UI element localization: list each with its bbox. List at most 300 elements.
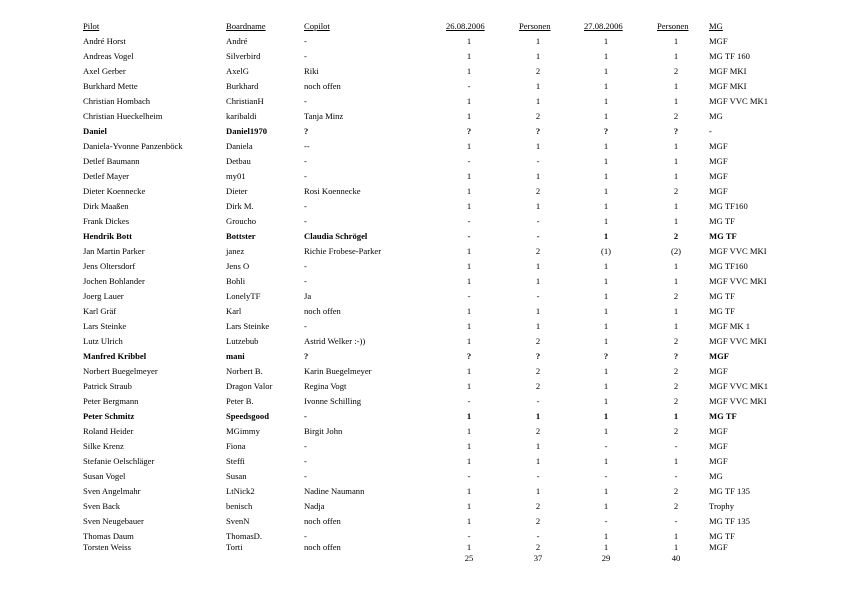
- board-name: Norbert B.: [226, 366, 263, 376]
- persons-2-value: 1: [673, 141, 679, 151]
- persons-2-value: 1: [673, 51, 679, 61]
- mg-model: -: [709, 126, 712, 136]
- mg-model: MGF VVC MKI: [709, 336, 767, 346]
- mg-model: MGF: [709, 351, 730, 361]
- header-boardname: Boardname: [226, 21, 266, 31]
- table-row: [0, 319, 842, 333]
- board-name: Bohli: [226, 276, 246, 286]
- date-2-value: 1: [603, 81, 609, 91]
- pilot-name: Torsten Weiss: [83, 542, 131, 552]
- mg-model: MGF: [709, 441, 728, 451]
- pilot-name: Dirk Maaßen: [83, 201, 129, 211]
- persons-2-value: 2: [673, 291, 679, 301]
- date-2-value: 1: [603, 411, 609, 421]
- table-row: [0, 379, 842, 393]
- copilot-name: -: [304, 321, 307, 331]
- date-1-value: 1: [466, 261, 472, 271]
- table-row: [0, 229, 842, 243]
- date-2-value: -: [604, 471, 608, 481]
- pilot-name: Thomas Daum: [83, 531, 134, 541]
- pilot-name: Peter Bergmann: [83, 396, 139, 406]
- board-name: AxelG: [226, 66, 249, 76]
- date-1-value: 1: [466, 141, 472, 151]
- persons-2-value: 1: [673, 96, 679, 106]
- persons-2-value: 2: [673, 501, 679, 511]
- copilot-name: Ja: [304, 291, 312, 301]
- table-row: [0, 364, 842, 378]
- mg-model: MG TF160: [709, 201, 748, 211]
- table-row: [0, 394, 842, 408]
- persons-2-value: 2: [673, 336, 679, 346]
- persons-2-value: 1: [673, 321, 679, 331]
- pilot-name: Detlef Baumann: [83, 156, 140, 166]
- table-row: [0, 34, 842, 48]
- date-2-value: 1: [603, 336, 609, 346]
- copilot-name: Karin Buegelmeyer: [304, 366, 372, 376]
- date-1-value: -: [467, 81, 471, 91]
- header-row: [0, 19, 842, 33]
- board-name: Lutzebub: [226, 336, 259, 346]
- table-row: [0, 289, 842, 303]
- mg-model: MG TF: [709, 411, 737, 421]
- copilot-name: Claudia Schrögel: [304, 231, 368, 241]
- total-persons-1: 37: [533, 553, 543, 563]
- date-1-value: -: [467, 216, 471, 226]
- table-row: [0, 259, 842, 273]
- date-2-value: 1: [603, 261, 609, 271]
- table-row: [0, 109, 842, 123]
- persons-1-value: 2: [535, 516, 541, 526]
- mg-model: MGF VVC MKI: [709, 396, 767, 406]
- persons-1-value: -: [536, 471, 540, 481]
- date-1-value: -: [467, 231, 471, 241]
- persons-2-value: -: [674, 441, 678, 451]
- pilot-name: Daniel: [83, 126, 107, 136]
- table-row: [0, 514, 842, 528]
- date-2-value: 1: [603, 542, 609, 552]
- mg-model: MGF: [709, 456, 728, 466]
- pilot-name: Joerg Lauer: [83, 291, 124, 301]
- persons-2-value: 2: [673, 231, 679, 241]
- pilot-name: Lutz Ulrich: [83, 336, 123, 346]
- board-name: mani: [226, 351, 245, 361]
- persons-1-value: 1: [535, 81, 541, 91]
- pilot-name: Hendrik Bott: [83, 231, 132, 241]
- date-2-value: 1: [603, 96, 609, 106]
- table-row: [0, 454, 842, 468]
- pilot-name: Peter Schmitz: [83, 411, 135, 421]
- pilot-name: Frank Dickes: [83, 216, 130, 226]
- header-persons-1: Personen: [519, 21, 551, 31]
- mg-model: MGF: [709, 156, 728, 166]
- pilot-name: Axel Gerber: [83, 66, 126, 76]
- persons-1-value: 1: [535, 51, 541, 61]
- copilot-name: ?: [304, 126, 309, 136]
- persons-1-value: 1: [535, 96, 541, 106]
- date-1-value: 1: [466, 36, 472, 46]
- mg-model: MG TF: [709, 291, 735, 301]
- total-date-2: 29: [601, 553, 611, 563]
- persons-1-value: 1: [535, 261, 541, 271]
- mg-model: MGF: [709, 171, 728, 181]
- date-1-value: -: [467, 291, 471, 301]
- pilot-name: Daniela-Yvonne Panzenböck: [83, 141, 183, 151]
- persons-1-value: -: [536, 396, 540, 406]
- persons-2-value: 2: [673, 186, 679, 196]
- date-1-value: 1: [466, 426, 472, 436]
- persons-1-value: 1: [535, 276, 541, 286]
- board-name: Burkhard: [226, 81, 259, 91]
- copilot-name: -: [304, 456, 307, 466]
- board-name: LonelyTF: [226, 291, 261, 301]
- date-1-value: 1: [466, 306, 472, 316]
- date-2-value: (1): [600, 246, 612, 256]
- copilot-name: -: [304, 36, 307, 46]
- date-2-value: 1: [603, 381, 609, 391]
- mg-model: MGF MK 1: [709, 321, 751, 331]
- copilot-name: -: [304, 51, 307, 61]
- table-row: [0, 154, 842, 168]
- totals-row: [0, 551, 842, 565]
- persons-1-value: 2: [535, 111, 541, 121]
- date-1-value: -: [467, 156, 471, 166]
- mg-model: MGF: [709, 36, 728, 46]
- persons-1-value: 1: [535, 321, 541, 331]
- persons-2-value: 1: [673, 261, 679, 271]
- mg-model: MGF VVC MK1: [709, 381, 769, 391]
- table-row: [0, 49, 842, 63]
- date-1-value: 1: [466, 171, 472, 181]
- date-2-value: 1: [603, 426, 609, 436]
- mg-model: MG TF 135: [709, 486, 750, 496]
- persons-2-value: 1: [673, 201, 679, 211]
- pilot-name: Jens Oltersdorf: [83, 261, 136, 271]
- copilot-name: -: [304, 201, 307, 211]
- persons-2-value: 1: [673, 411, 679, 421]
- date-2-value: ?: [603, 126, 609, 136]
- date-2-value: 1: [603, 51, 609, 61]
- persons-1-value: 1: [535, 411, 541, 421]
- table-row: [0, 244, 842, 258]
- date-2-value: 1: [603, 36, 609, 46]
- persons-2-value: 1: [673, 216, 679, 226]
- pilot-name: Susan Vogel: [83, 471, 126, 481]
- date-1-value: ?: [466, 126, 472, 136]
- table-row: [0, 409, 842, 423]
- copilot-name: -: [304, 96, 307, 106]
- persons-1-value: -: [536, 231, 540, 241]
- mg-model: MG TF160: [709, 261, 748, 271]
- persons-1-value: -: [536, 216, 540, 226]
- date-2-value: 1: [603, 396, 609, 406]
- date-2-value: 1: [603, 456, 609, 466]
- copilot-name: noch offen: [304, 81, 341, 91]
- copilot-name: -: [304, 171, 307, 181]
- board-name: Silverbird: [226, 51, 261, 61]
- copilot-name: Nadja: [304, 501, 325, 511]
- table-row: [0, 484, 842, 498]
- date-1-value: 1: [466, 336, 472, 346]
- date-1-value: -: [467, 396, 471, 406]
- mg-model: MG TF: [709, 216, 735, 226]
- date-2-value: 1: [603, 201, 609, 211]
- pilot-name: Sven Neugebauer: [83, 516, 144, 526]
- pilot-name: Andreas Vogel: [83, 51, 134, 61]
- header-mg: MG: [709, 21, 723, 31]
- board-name: Torti: [226, 542, 243, 552]
- board-name: Steffi: [226, 456, 245, 466]
- pilot-name: André Horst: [83, 36, 126, 46]
- mg-model: Trophy: [709, 501, 734, 511]
- table-row: [0, 94, 842, 108]
- board-name: SvenN: [226, 516, 250, 526]
- persons-2-value: -: [674, 516, 678, 526]
- board-name: Dirk M.: [226, 201, 254, 211]
- copilot-name: -: [304, 156, 307, 166]
- date-2-value: 1: [603, 111, 609, 121]
- pilot-name: Lars Steinke: [83, 321, 127, 331]
- persons-1-value: 1: [535, 141, 541, 151]
- table-row: [0, 169, 842, 183]
- mg-model: MGF MKI: [709, 66, 747, 76]
- board-name: ChristianH: [226, 96, 264, 106]
- persons-2-value: 2: [673, 66, 679, 76]
- copilot-name: -: [304, 276, 307, 286]
- board-name: Daniela: [226, 141, 253, 151]
- date-2-value: 1: [603, 186, 609, 196]
- board-name: Susan: [226, 471, 247, 481]
- date-2-value: -: [604, 516, 608, 526]
- date-1-value: 1: [466, 542, 472, 552]
- board-name: janez: [226, 246, 245, 256]
- date-2-value: 1: [603, 141, 609, 151]
- date-2-value: 1: [603, 66, 609, 76]
- copilot-name: Rosi Koennecke: [304, 186, 361, 196]
- board-name: Detbau: [226, 156, 251, 166]
- persons-2-value: (2): [670, 246, 682, 256]
- persons-1-value: 2: [535, 246, 541, 256]
- pilot-name: Dieter Koennecke: [83, 186, 146, 196]
- table-row: [0, 349, 842, 363]
- pilot-name: Jochen Bohlander: [83, 276, 145, 286]
- pilot-name: Stefanie Oelschläger: [83, 456, 155, 466]
- date-2-value: 1: [603, 486, 609, 496]
- date-1-value: 1: [466, 66, 472, 76]
- date-2-value: 1: [603, 216, 609, 226]
- table-row: [0, 184, 842, 198]
- date-1-value: 1: [466, 516, 472, 526]
- persons-2-value: ?: [673, 351, 679, 361]
- pilot-name: Burkhard Mette: [83, 81, 138, 91]
- copilot-name: ?: [304, 351, 309, 361]
- date-2-value: -: [604, 441, 608, 451]
- persons-2-value: 2: [673, 381, 679, 391]
- persons-1-value: 1: [535, 36, 541, 46]
- mg-model: MGF: [709, 141, 728, 151]
- copilot-name: noch offen: [304, 542, 341, 552]
- header-pilot: Pilot: [83, 21, 100, 31]
- table-row: [0, 214, 842, 228]
- board-name: Peter B.: [226, 396, 254, 406]
- table-row: [0, 424, 842, 438]
- pilot-name: Roland Heider: [83, 426, 134, 436]
- mg-model: MGF: [709, 542, 728, 552]
- date-1-value: 1: [466, 201, 472, 211]
- date-1-value: 1: [466, 486, 472, 496]
- persons-1-value: 2: [535, 381, 541, 391]
- table-row: [0, 124, 842, 138]
- table-row: [0, 304, 842, 318]
- mg-model: MG TF: [709, 531, 735, 541]
- date-1-value: 1: [466, 381, 472, 391]
- table-row: [0, 439, 842, 453]
- table-row: [0, 79, 842, 93]
- mg-model: MG TF: [709, 231, 737, 241]
- copilot-name: -: [304, 441, 307, 451]
- persons-2-value: 2: [673, 486, 679, 496]
- persons-2-value: 1: [673, 306, 679, 316]
- header-persons-2: Personen: [657, 21, 689, 31]
- table-row: [0, 334, 842, 348]
- date-1-value: 1: [466, 276, 472, 286]
- board-name: karibaldi: [226, 111, 257, 121]
- copilot-name: -: [304, 261, 307, 271]
- date-1-value: 1: [466, 411, 472, 421]
- board-name: ThomasD.: [226, 531, 263, 541]
- persons-2-value: 2: [673, 396, 679, 406]
- persons-1-value: 2: [535, 426, 541, 436]
- total-persons-2: 40: [671, 553, 681, 563]
- board-name: Lars Steinke: [226, 321, 270, 331]
- board-name: MGimmy: [226, 426, 260, 436]
- pilot-name: Patrick Straub: [83, 381, 132, 391]
- persons-1-value: 1: [535, 306, 541, 316]
- copilot-name: Ivonne Schilling: [304, 396, 362, 406]
- mg-model: MGF MKI: [709, 81, 747, 91]
- board-name: benisch: [226, 501, 253, 511]
- persons-1-value: 2: [535, 542, 541, 552]
- mg-model: MGF: [709, 186, 728, 196]
- copilot-name: Birgit John: [304, 426, 343, 436]
- date-1-value: 1: [466, 366, 472, 376]
- board-name: André: [226, 36, 248, 46]
- table-row: [0, 64, 842, 78]
- date-1-value: 1: [466, 111, 472, 121]
- pilot-name: Christian Hombach: [83, 96, 151, 106]
- board-name: LtNick2: [226, 486, 255, 496]
- pilot-name: Sven Back: [83, 501, 120, 511]
- date-2-value: 1: [603, 291, 609, 301]
- pilot-name: Detlef Mayer: [83, 171, 130, 181]
- persons-1-value: 1: [535, 441, 541, 451]
- persons-2-value: -: [674, 471, 678, 481]
- copilot-name: Regina Vogt: [304, 381, 347, 391]
- mg-model: MGF VVC MKI: [709, 276, 767, 286]
- copilot-name: -: [304, 531, 307, 541]
- pilot-name: Norbert Buegelmeyer: [83, 366, 158, 376]
- persons-2-value: ?: [673, 126, 679, 136]
- board-name: Karl: [226, 306, 242, 316]
- mg-model: MG: [709, 111, 723, 121]
- date-1-value: ?: [466, 351, 472, 361]
- date-1-value: 1: [466, 51, 472, 61]
- board-name: Dieter: [226, 186, 248, 196]
- board-name: my01: [226, 171, 246, 181]
- mg-model: MG TF 160: [709, 51, 750, 61]
- persons-2-value: 1: [673, 81, 679, 91]
- persons-1-value: 2: [535, 501, 541, 511]
- board-name: Daniel1970: [226, 126, 268, 136]
- table-row: [0, 469, 842, 483]
- mg-model: MG TF 135: [709, 516, 750, 526]
- date-1-value: 1: [466, 186, 472, 196]
- pilot-name: Jan Martin Parker: [83, 246, 145, 256]
- copilot-name: noch offen: [304, 306, 341, 316]
- date-2-value: 1: [603, 156, 609, 166]
- board-name: Fiona: [226, 441, 246, 451]
- header-date-2: 27.08.2006: [584, 21, 623, 31]
- persons-2-value: 2: [673, 111, 679, 121]
- date-1-value: 1: [466, 321, 472, 331]
- board-name: Dragon Valor: [226, 381, 273, 391]
- board-name: Bottster: [226, 231, 256, 241]
- persons-2-value: 1: [673, 531, 679, 541]
- persons-2-value: 2: [673, 426, 679, 436]
- persons-2-value: 1: [673, 171, 679, 181]
- persons-1-value: -: [536, 156, 540, 166]
- mg-model: MG: [709, 471, 723, 481]
- date-2-value: 1: [603, 171, 609, 181]
- total-date-1: 25: [464, 553, 474, 563]
- board-name: Jens O: [226, 261, 250, 271]
- date-1-value: -: [467, 471, 471, 481]
- persons-2-value: 1: [673, 156, 679, 166]
- mg-model: MGF: [709, 426, 728, 436]
- persons-1-value: 1: [535, 201, 541, 211]
- date-2-value: 1: [603, 366, 609, 376]
- persons-2-value: 1: [673, 456, 679, 466]
- persons-2-value: 1: [673, 36, 679, 46]
- pilot-name: Sven Angelmahr: [83, 486, 141, 496]
- persons-1-value: 2: [535, 366, 541, 376]
- persons-1-value: 1: [535, 456, 541, 466]
- table-row: [0, 274, 842, 288]
- mg-model: MGF VVC MKI: [709, 246, 767, 256]
- copilot-name: -: [304, 411, 307, 421]
- copilot-name: noch offen: [304, 516, 341, 526]
- persons-1-value: ?: [535, 126, 541, 136]
- copilot-name: Tanja Minz: [304, 111, 344, 121]
- header-date-1: 26.08.2006: [446, 21, 485, 31]
- date-2-value: 1: [603, 306, 609, 316]
- pilot-name: Silke Krenz: [83, 441, 124, 451]
- date-2-value: 1: [603, 501, 609, 511]
- pilot-name: Manfred Kribbel: [83, 351, 147, 361]
- persons-1-value: 2: [535, 336, 541, 346]
- board-name: Groucho: [226, 216, 257, 226]
- mg-model: MGF VVC MK1: [709, 96, 769, 106]
- persons-1-value: 1: [535, 171, 541, 181]
- table-row: [0, 499, 842, 513]
- pilot-name: Christian Hueckelheim: [83, 111, 163, 121]
- persons-2-value: 1: [673, 276, 679, 286]
- copilot-name: Astrid Welker :-)): [304, 336, 366, 346]
- persons-2-value: 2: [673, 366, 679, 376]
- date-2-value: ?: [603, 351, 609, 361]
- persons-1-value: 2: [535, 186, 541, 196]
- date-1-value: 1: [466, 246, 472, 256]
- copilot-name: -: [304, 471, 307, 481]
